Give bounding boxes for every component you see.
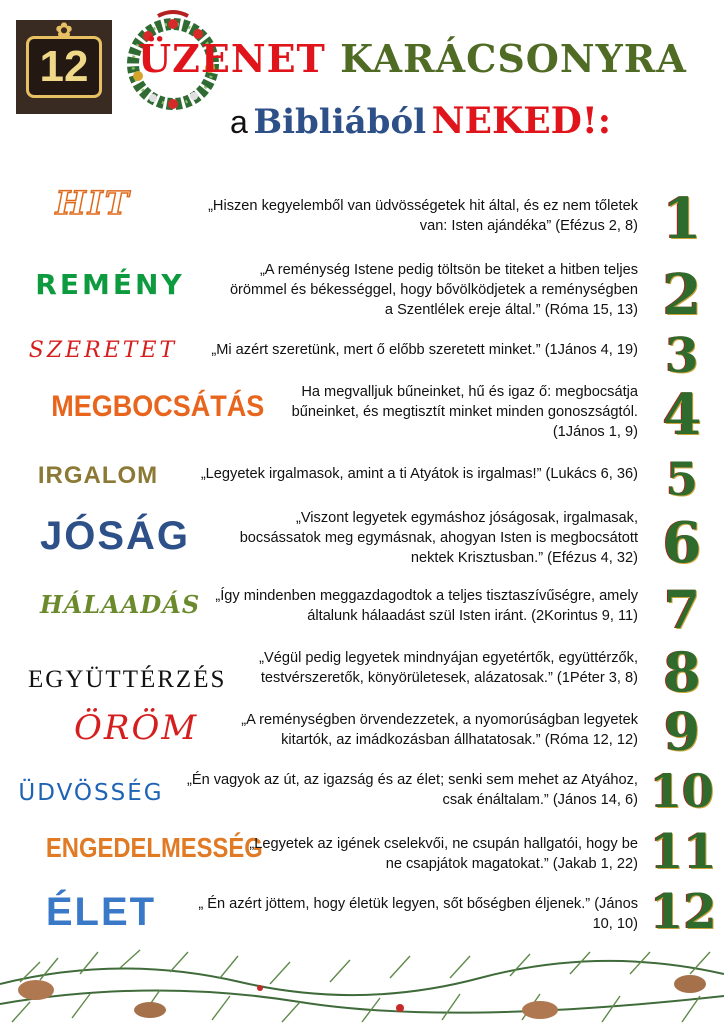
bible-verse: „A reménységben örvendezzetek, a nyomorúságban legyetek kitartók, az imádkozásban állhatatosak.” (Róma 12, 12)	[241, 712, 638, 748]
virtue-row-szeretet	[0, 328, 724, 384]
virtue-word: ENGEDELMESSÉG	[45, 832, 263, 863]
virtue-word: HÁLAADÁS	[40, 590, 201, 619]
subtitle-a: a	[230, 104, 248, 140]
row-number: 8	[663, 640, 701, 704]
virtue-word: IRGALOM	[37, 462, 159, 489]
virtue-row-elet	[0, 884, 724, 942]
virtue-row-udvosseg	[0, 764, 724, 818]
virtue-row-hit	[0, 182, 724, 252]
bible-verse: „Én vagyok az út, az igazság és az élet; senki sem mehet az Atyához, csak énáltalam.” (János 14, 6)	[186, 772, 638, 808]
bible-verse: „Így mindenben meggazdagodtok a teljes tisztaszívűségre, amely általunk hálaadást szül Isten iránt. (2Korintus 9, 11)	[215, 588, 638, 624]
virtue-row-engedelmesseg	[0, 824, 724, 880]
bible-verse: Ha megvalljuk bűneinket, hű és igaz ő: megbocsátja bűneinket, és megtisztít minket minden gonoszságtól. (1János 1, 9)	[291, 384, 638, 440]
bible-verse: „ Én azért jöttem, hogy életük legyen, sőt bőségben éljenek.” (János 10, 10)	[198, 896, 638, 932]
row-number: 6	[662, 510, 702, 576]
row-number: 9	[663, 702, 701, 763]
row-number: 1	[662, 186, 702, 252]
title-word-karacsonyra: KARÁCSONYRA	[340, 36, 687, 81]
virtue-row-orom	[0, 702, 724, 763]
bible-verse: „A reménység Istene pedig töltsön be titeket a hitben teljes örömmel és békességgel, hogy bővölködjetek a reménységben a Szentlélek ereje által.” (Róma 15, 13)	[229, 262, 638, 318]
subtitle-neked: NEKED!:	[431, 100, 611, 142]
subtitle-bibliabol: Bibliából	[253, 102, 427, 142]
bible-verse: „Hiszen kegyelemből van üdvösségetek hit által, és ez nem tőletek van: Isten ajándéka” (Efézus 2, 8)	[208, 198, 638, 234]
row-number: 10	[650, 764, 715, 818]
title-word-uzenet: ÜZENET	[138, 36, 326, 81]
bible-verse: „Viszont legyetek egymáshoz jóságosak, irgalmasak, bocsássatok meg egymásnak, ahogyan Isten is megbocsátott nektek Krisztusban.” (Efézus 4, 32)	[239, 510, 638, 566]
page-subtitle	[230, 100, 611, 142]
virtue-row-halaadas	[0, 580, 724, 641]
virtue-row-josag	[0, 506, 724, 576]
bible-verse: „Mi azért szeretünk, mert ő előbb szeretett minket.” (1János 4, 19)	[211, 342, 638, 358]
bible-verse: „Legyetek az igének cselekvői, ne csupán hallgatói, hogy be ne csapjátok magatokat.” (Jakab 1, 22)	[249, 836, 638, 872]
pine-garland-decoration	[0, 944, 724, 1024]
virtue-word: EGYÜTTÉRZÉS	[28, 666, 227, 693]
gift-box-icon	[26, 20, 102, 98]
badge-number: 12	[39, 42, 89, 91]
bible-verse: „Legyetek irgalmasok, amint a ti Atyátok is irgalmas!” (Lukács 6, 36)	[200, 466, 638, 482]
virtue-word: JÓSÁG	[40, 514, 191, 558]
advent-badge	[16, 20, 112, 114]
virtue-word: REMÉNY	[35, 268, 185, 301]
virtue-word: SZERETET	[28, 338, 178, 363]
row-number: 3	[665, 328, 699, 384]
row-number: 12	[650, 884, 717, 940]
virtue-row-egyutterzes	[0, 640, 724, 704]
row-number: 11	[650, 824, 717, 880]
virtue-row-remeny	[0, 258, 724, 328]
row-number: 7	[663, 580, 701, 641]
virtue-word: MEGBOCSÁTÁS	[51, 390, 265, 423]
bible-verse: „Végül pedig legyetek mindnyájan egyetértők, együttérzők, testvérszeretők, könyörületesek, alázatosak.” (1Péter 3, 8)	[259, 650, 638, 686]
virtue-word: ÉLET	[45, 890, 157, 934]
virtue-word: HIT	[55, 184, 131, 222]
bow-icon: ✿	[55, 20, 73, 42]
row-number: 5	[665, 452, 698, 506]
row-number: 2	[662, 262, 702, 328]
row-number: 4	[662, 382, 702, 448]
virtue-word: ÖRÖM	[74, 708, 199, 748]
page-title	[138, 36, 687, 81]
virtue-row-megbocsatas	[0, 380, 724, 446]
virtue-word: ÜDVÖSSÉG	[18, 780, 164, 806]
virtue-row-irgalom	[0, 452, 724, 506]
